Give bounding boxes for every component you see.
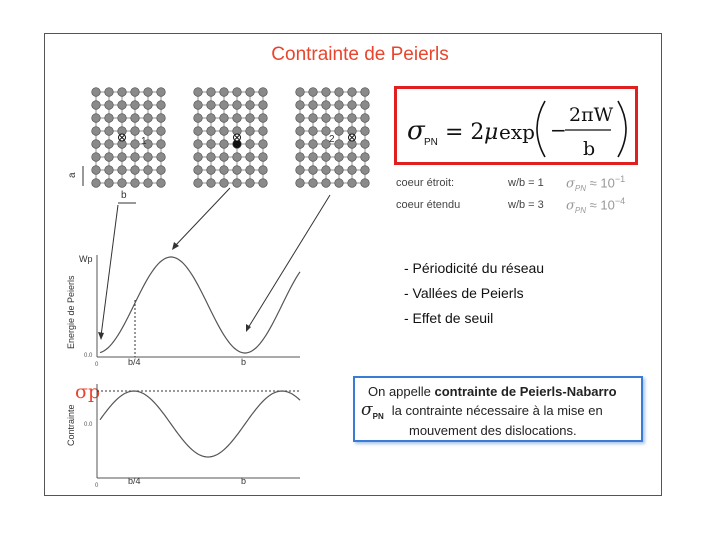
- case-label: coeur étendu: [396, 199, 461, 211]
- stress-zero-label: 0.0: [84, 422, 93, 428]
- formula-two: = 2: [445, 120, 485, 145]
- bullet-item: - Effet de seuil: [404, 310, 494, 326]
- stress-plot: [66, 381, 300, 489]
- energy-origin-label: 0: [95, 362, 99, 368]
- definition-line-2-text: la contrainte nécessaire à la mise en: [391, 403, 603, 418]
- stress-ylabel: Contrainte: [66, 404, 76, 446]
- definition-line-3: mouvement des dislocations.: [409, 423, 577, 438]
- lattice-label-b: b: [121, 190, 127, 201]
- case-sub: PN: [574, 183, 586, 193]
- case-label: coeur étroit:: [396, 177, 455, 189]
- definition-sigma: σ: [361, 400, 373, 420]
- stress-sigma-label: σp: [75, 381, 101, 403]
- energy-plot: [66, 254, 300, 368]
- case-sigma: σ: [566, 176, 575, 192]
- stress-curve: [100, 391, 300, 457]
- formula-sigma: σ: [407, 116, 425, 146]
- case-sub: PN: [574, 205, 586, 215]
- case-approx-value: ≈ 10: [589, 197, 615, 213]
- case-approx-value: ≈ 10: [589, 175, 615, 191]
- lattice-marker-1: 1: [141, 136, 147, 147]
- bullet-item: - Périodicité du réseau: [404, 260, 545, 276]
- formula-sigma-sub: PN: [424, 137, 438, 148]
- bullet-item: - Vallées de Peierls: [404, 285, 524, 301]
- energy-zero-label: 0.0: [84, 353, 93, 359]
- formula-numerator: 2πW: [569, 104, 614, 126]
- formula-mu: μ: [484, 120, 499, 145]
- definition-line-2: [361, 400, 603, 421]
- case-sigma: σ: [566, 198, 575, 214]
- definition-box: [353, 376, 643, 442]
- definition-line-1: [368, 384, 617, 399]
- definition-sigma-sub: PN: [372, 411, 384, 421]
- stress-origin-label: 0: [95, 483, 99, 489]
- formula-minus: −: [550, 118, 567, 142]
- case-ratio: w/b = 1: [508, 177, 544, 189]
- stress-tick-b: b: [241, 476, 247, 486]
- case-power: −4: [614, 196, 626, 206]
- case-ratio: w/b = 3: [508, 199, 544, 211]
- lattice-marker-2: 2: [329, 134, 335, 145]
- case-power: −1: [614, 174, 626, 184]
- slide-title: Contrainte de Peierls: [271, 44, 449, 65]
- definition-bold-term: contrainte de Peierls-Nabarro: [434, 384, 617, 399]
- energy-tick-b4: b/4: [128, 357, 141, 367]
- stress-tick-b4: b/4: [128, 476, 141, 486]
- energy-ylabel: Energie de Peierls: [66, 275, 76, 349]
- formula-denominator: b: [583, 138, 596, 160]
- energy-tick-b: b: [241, 357, 247, 367]
- energy-peak-label: Wp: [79, 254, 93, 264]
- formula-exp: exp: [499, 120, 535, 144]
- definition-prefix: On appelle: [368, 384, 435, 399]
- energy-curve: [100, 257, 300, 353]
- lattice-label-a: a: [67, 172, 78, 178]
